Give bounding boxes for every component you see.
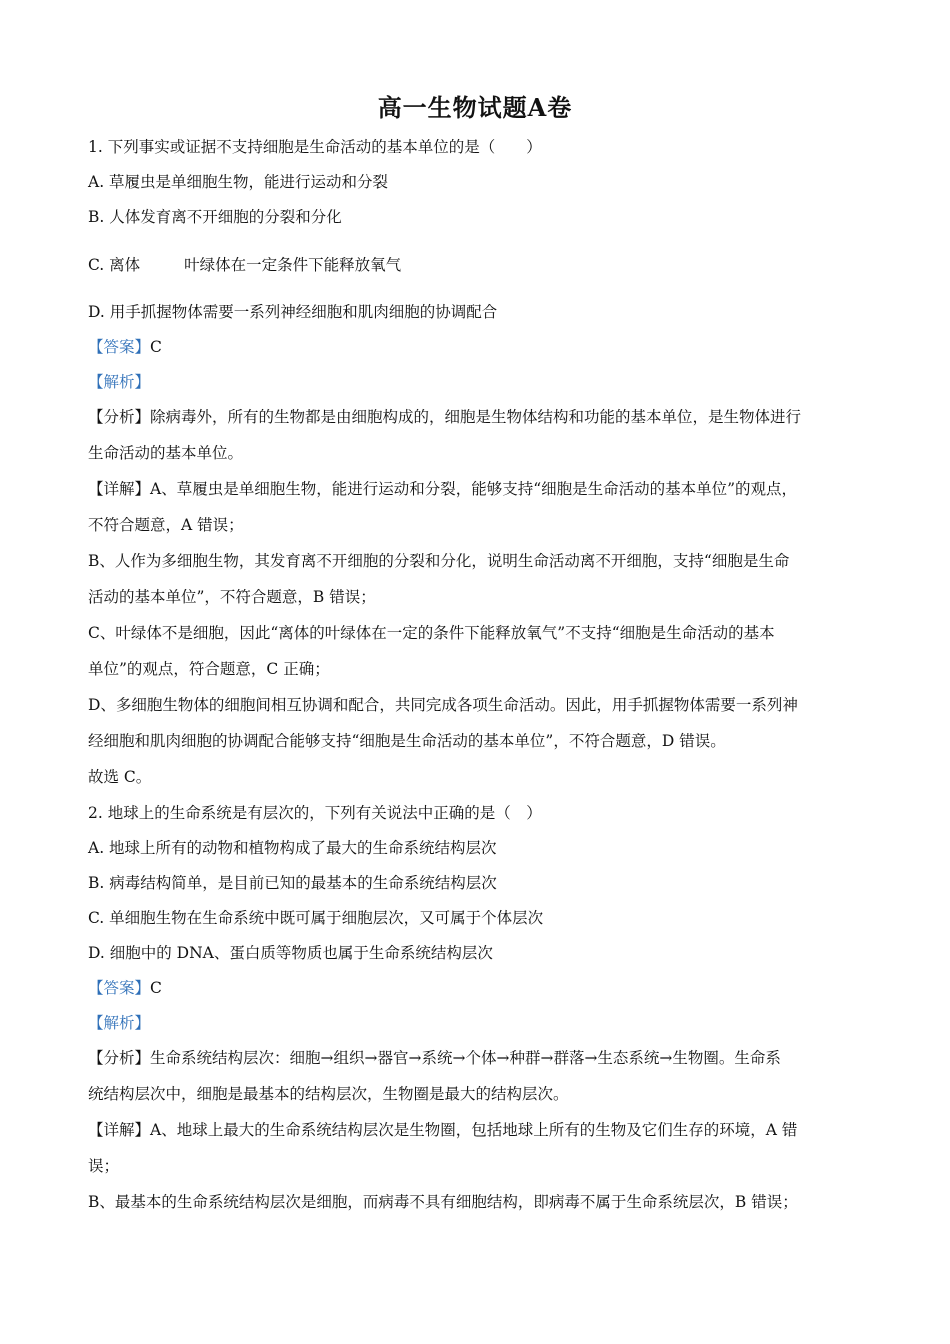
q1-answer-tag: 【答案】	[88, 338, 151, 356]
q1-conclusion: 故选 C。	[88, 768, 152, 786]
q1-option-c-rest: 叶绿体在一定条件下能释放氧气	[184, 256, 402, 274]
q1-detail-tag: 【详解】	[88, 480, 151, 498]
q2-detail-a-2: 误；	[88, 1157, 120, 1175]
q1-detail-line-1	[88, 479, 797, 499]
q2-analysis-line-1	[88, 1048, 781, 1068]
q2-analysis-tag: 【分析】	[88, 1049, 151, 1067]
q1-detail-d-2: 经细胞和肌肉细胞的协调配合能够支持“细胞是生命活动的基本单位”，不符合题意，D 错误。	[88, 732, 726, 750]
q1-detail-a-2: 不符合题意，A 错误；	[88, 516, 244, 534]
q1-analysis-tag: 【分析】	[88, 408, 151, 426]
q1-analysis-text-1: 除病毒外，所有的生物都是由细胞构成的，细胞是生物体结构和功能的基本单位，是生物体进行	[150, 408, 802, 426]
q1-option-c	[88, 255, 401, 275]
q2-explain-tag: 【解析】	[88, 1014, 151, 1032]
page-title: 高一生物试题A卷	[377, 93, 573, 122]
q2-detail-a-1: A、地球上最大的生命系统结构层次是生物圈，包括地球上所有的生物及它们生存的环境，A 错	[150, 1121, 798, 1139]
q1-analysis-line-1	[88, 407, 801, 427]
q1-answer	[88, 337, 162, 357]
q1-option-c-prefix: C. 离体	[88, 256, 141, 274]
q1-answer-value: C	[150, 338, 162, 356]
q2-answer-value: C	[150, 979, 162, 997]
q1-explain-tag: 【解析】	[88, 373, 151, 391]
q1-option-d: D. 用手抓握物体需要一系列神经细胞和肌肉细胞的协调配合	[88, 303, 498, 321]
q2-option-c: C. 单细胞生物在生命系统中既可属于细胞层次，又可属于个体层次	[88, 909, 544, 927]
q1-detail-d-1: D、多细胞生物体的细胞间相互协调和配合，共同完成各项生命活动。因此，用手抓握物体需要一系列神	[88, 696, 798, 714]
q2-detail-b-1: B、最基本的生命系统结构层次是细胞，而病毒不具有细胞结构，即病毒不属于生命系统层次，B 错误；	[88, 1193, 798, 1211]
q2-analysis-line-2: 统结构层次中，细胞是最基本的结构层次，生物圈是最大的结构层次。	[88, 1085, 569, 1103]
q1-detail-b-2: 活动的基本单位”，不符合题意，B 错误；	[88, 588, 376, 606]
q1-detail-c-1: C、叶绿体不是细胞，因此“离体的叶绿体在一定的条件下能释放氧气”不支持“细胞是生命活动的基本	[88, 624, 775, 642]
q1-stem: 1. 下列事实或证据不支持细胞是生命活动的基本单位的是（ ）	[88, 138, 542, 156]
q2-answer	[88, 978, 162, 998]
q1-detail-b-1: B、人作为多细胞生物，其发育离不开细胞的分裂和分化，说明生命活动离不开细胞，支持“细胞是生命	[88, 552, 790, 570]
q2-detail-line-1	[88, 1120, 797, 1140]
q1-analysis-line-2: 生命活动的基本单位。	[88, 444, 244, 462]
q1-option-a: A. 草履虫是单细胞生物，能进行运动和分裂	[88, 173, 389, 191]
q1-option-b: B. 人体发育离不开细胞的分裂和分化	[88, 208, 342, 226]
q2-detail-tag: 【详解】	[88, 1121, 151, 1139]
q1-detail-a-1: A、草履虫是单细胞生物，能进行运动和分裂，能够支持“细胞是生命活动的基本单位”的观点，	[150, 480, 798, 498]
q2-option-d: D. 细胞中的 DNA、蛋白质等物质也属于生命系统结构层次	[88, 944, 493, 962]
q2-option-b: B. 病毒结构简单，是目前已知的最基本的生命系统结构层次	[88, 874, 497, 892]
q2-stem: 2. 地球上的生命系统是有层次的，下列有关说法中正确的是（ ）	[88, 804, 542, 822]
q1-detail-c-2: 单位”的观点，符合题意，C 正确；	[88, 660, 330, 678]
q2-analysis-text-1: 生命系统结构层次：细胞→组织→器官→系统→个体→种群→群落→生态系统→生物圈。生命系	[150, 1049, 781, 1067]
q2-answer-tag: 【答案】	[88, 979, 151, 997]
q2-option-a: A. 地球上所有的动物和植物构成了最大的生命系统结构层次	[88, 839, 497, 857]
